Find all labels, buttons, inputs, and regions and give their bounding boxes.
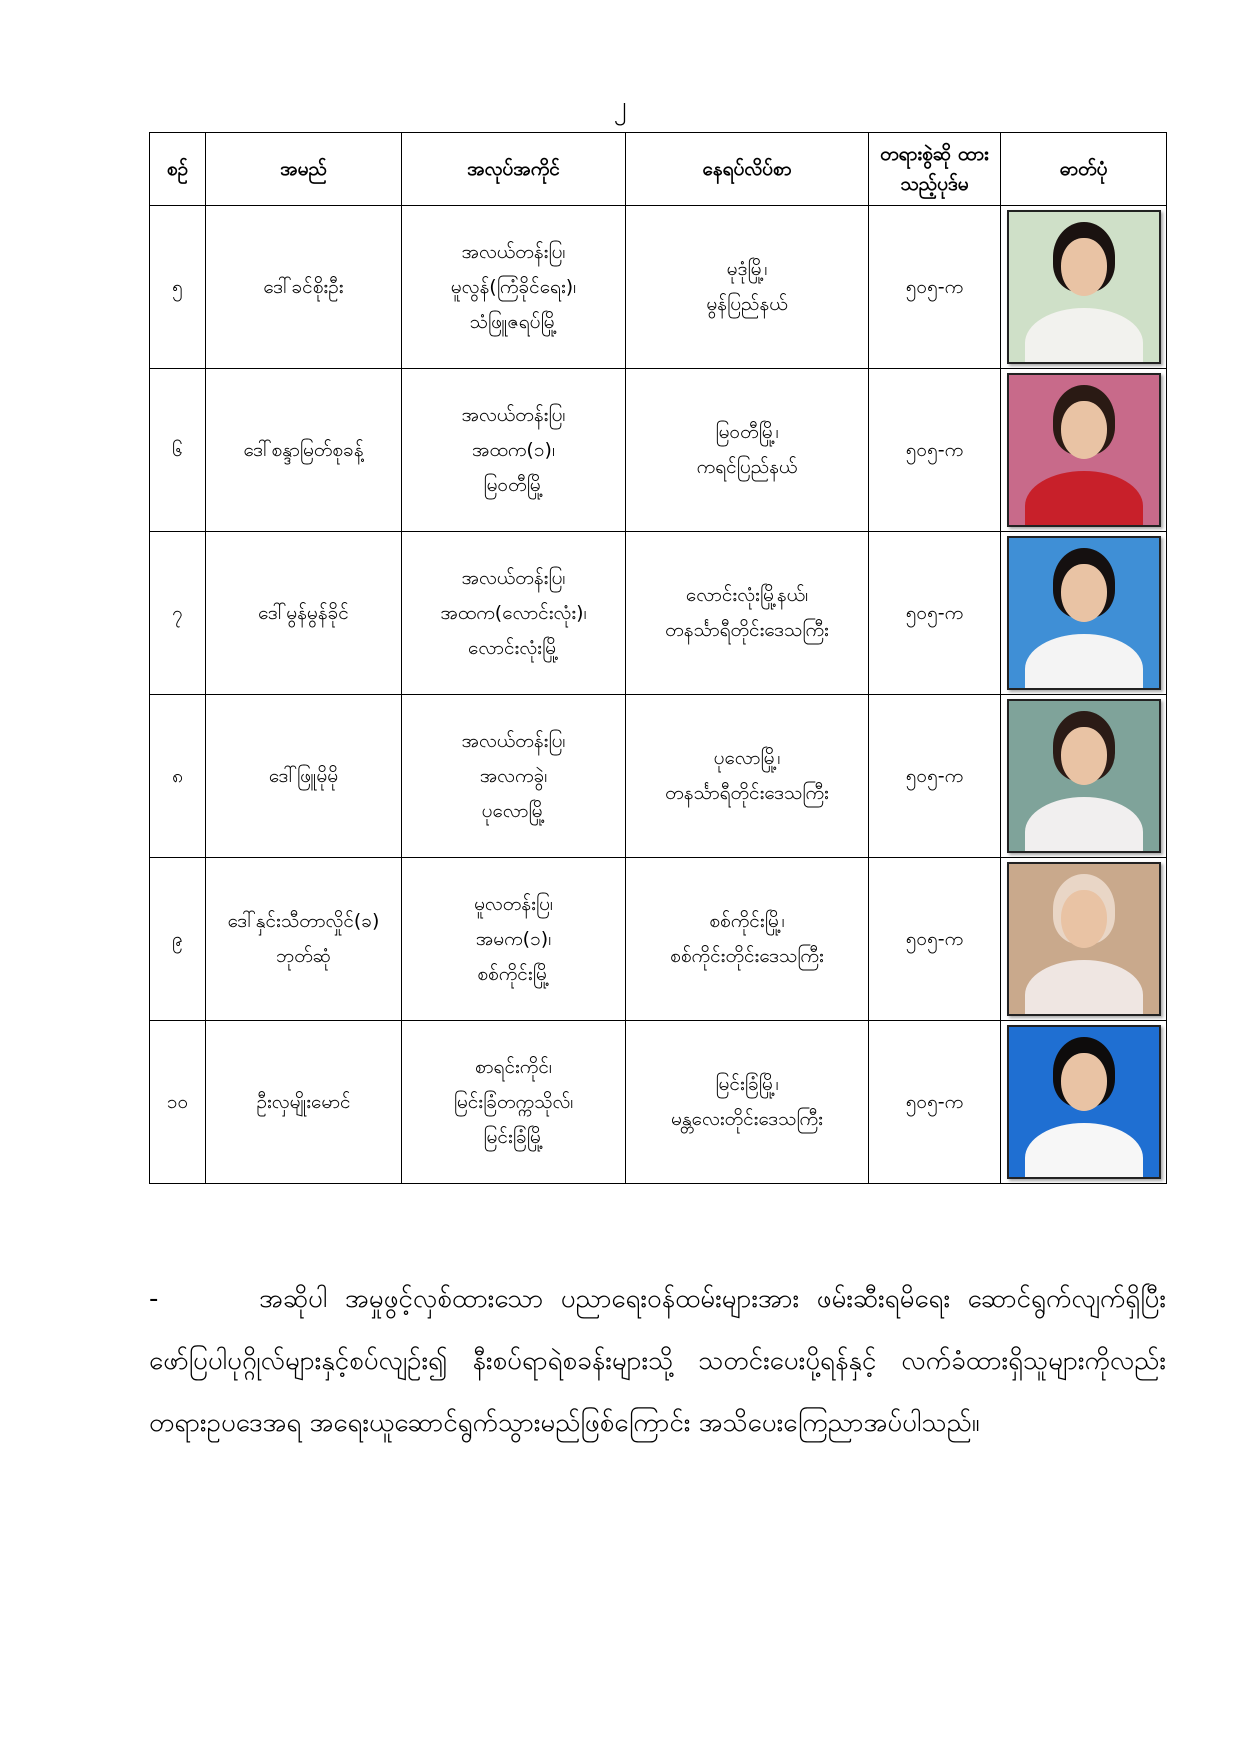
photo-face — [1061, 238, 1107, 296]
photo-cell — [1001, 695, 1167, 858]
section-cell: ၅၀၅-က — [869, 1021, 1001, 1184]
name-cell — [206, 206, 402, 369]
table-header-row — [150, 133, 1167, 206]
occupation-cell-line: မြင်းခြံမြို့ — [483, 1125, 544, 1148]
occupation-cell — [402, 858, 626, 1021]
address-cell-line: မြဝတီမြို့၊ — [715, 421, 779, 443]
header-address: နေရပ်လိပ်စာ — [626, 133, 869, 206]
portrait-photo — [1007, 1025, 1161, 1179]
address-cell — [626, 695, 869, 858]
address-cell-line: ပုလောမြို့၊ — [713, 747, 781, 769]
name-cell — [206, 532, 402, 695]
portrait-photo — [1007, 699, 1161, 853]
wanted-list-table — [149, 132, 1167, 1184]
page-number: ၂ — [613, 91, 627, 121]
name-cell-line: ဒေါ်ဖြူမိုမို — [268, 764, 339, 787]
header-name: အမည် — [206, 133, 402, 206]
serial-cell: ၈ — [150, 695, 206, 858]
address-cell-line: စစ်ကိုင်းတိုင်းဒေသကြီး — [670, 945, 824, 967]
serial-cell: ၇ — [150, 532, 206, 695]
notice-text: အဆိုပါ အမှုဖွင့်လှစ်ထားသော ပညာရေးဝန်ထမ်းများအား ဖမ်းဆီးရမိရေး ဆောင်ရွက်လျက်ရှိပြီး ဖော်ပြပါပုဂ္ဂိုလ်များနှင့်စပ်လျဉ်း၍ နီးစပ်ရာရဲစခန်းများသို့ သတင်းပေးပို့ရန်နှင့် လက်ခံထားရှိသူများကိုလည်း တရားဥပဒေအရ အရေးယူဆောင်ရွက်သွားမည်ဖြစ်ကြောင်း အသိပေးကြေညာအပ်ပါသည်။ — [149, 1284, 1166, 1438]
header-section: တရားစွဲဆို ထားသည့်ပုဒ်မ — [869, 133, 1001, 206]
address-cell-line: တနင်္သာရီတိုင်းဒေသကြီး — [665, 782, 829, 804]
occupation-cell-line: အမက(၁)၊ — [475, 927, 552, 950]
occupation-cell — [402, 369, 626, 532]
photo-face — [1061, 564, 1107, 622]
photo-cell — [1001, 532, 1167, 695]
address-cell — [626, 369, 869, 532]
name-cell — [206, 369, 402, 532]
address-cell-line: လောင်းလုံးမြို့နယ်၊ — [685, 584, 809, 606]
address-cell — [626, 206, 869, 369]
name-cell-line: ဒေါ်ခင်စိုးဦး — [263, 275, 344, 298]
occupation-cell-line: အလယ်တန်းပြ၊ — [461, 240, 566, 263]
table-row — [150, 532, 1167, 695]
occupation-cell-line: မြဝတီမြို့ — [483, 473, 544, 496]
notice-paragraph — [149, 1268, 1166, 1454]
header-photo: ဓာတ်ပုံ — [1001, 133, 1167, 206]
occupation-cell-line: ပုလောမြို့ — [481, 799, 546, 822]
name-cell-line: ဒေါ်မွန်မွန်ခိုင် — [258, 601, 349, 624]
name-cell — [206, 695, 402, 858]
address-cell — [626, 858, 869, 1021]
table-row — [150, 1021, 1167, 1184]
photo-cell — [1001, 369, 1167, 532]
serial-cell: ၆ — [150, 369, 206, 532]
section-cell: ၅၀၅-က — [869, 369, 1001, 532]
serial-cell: ၉ — [150, 858, 206, 1021]
section-cell: ၅၀၅-က — [869, 695, 1001, 858]
occupation-cell-line: အလယ်တန်းပြ၊ — [461, 566, 566, 589]
address-cell — [626, 1021, 869, 1184]
address-cell-line: မြင်းခြံမြို့၊ — [715, 1073, 779, 1095]
occupation-cell-line: စစ်ကိုင်းမြို့ — [477, 962, 550, 985]
photo-cell — [1001, 1021, 1167, 1184]
table-row — [150, 369, 1167, 532]
table-row — [150, 858, 1167, 1021]
occupation-cell — [402, 532, 626, 695]
address-cell-line: မုဒုံမြို့၊ — [726, 258, 768, 280]
header-serial: စဉ် — [150, 133, 206, 206]
occupation-cell — [402, 695, 626, 858]
address-cell — [626, 532, 869, 695]
occupation-cell — [402, 206, 626, 369]
name-cell-line: ဒေါ်နှင်းသီတာလှိုင်(ခ) — [227, 910, 380, 932]
table-body — [150, 206, 1167, 1184]
address-cell-line: ကရင်ပြည်နယ် — [696, 456, 798, 478]
header-occupation: အလုပ်အကိုင် — [402, 133, 626, 206]
occupation-cell-line: မူလွန်(ကြံခိုင်ရေး)၊ — [450, 275, 577, 298]
portrait-photo — [1007, 862, 1161, 1016]
photo-face — [1061, 727, 1107, 785]
section-cell: ၅၀၅-က — [869, 206, 1001, 369]
occupation-cell-line: စာရင်းကိုင်၊ — [475, 1055, 552, 1078]
occupation-cell-line: အထက(၁)၊ — [472, 438, 555, 461]
serial-cell: ၅ — [150, 206, 206, 369]
occupation-cell-line: မူလတန်းပြ၊ — [474, 892, 553, 915]
occupation-cell-line: လောင်းလုံးမြို့ — [468, 636, 559, 659]
name-cell — [206, 858, 402, 1021]
photo-cell — [1001, 858, 1167, 1021]
table-row — [150, 206, 1167, 369]
occupation-cell-line: သံဖြူဇရပ်မြို့ — [469, 310, 558, 333]
address-cell-line: တနင်္သာရီတိုင်းဒေသကြီး — [665, 619, 829, 641]
address-cell-line: မွန်ပြည်နယ် — [706, 293, 788, 315]
occupation-cell — [402, 1021, 626, 1184]
address-cell-line: စစ်ကိုင်းမြို့၊ — [709, 910, 785, 932]
occupation-cell-line: အလယ်တန်းပြ၊ — [461, 729, 566, 752]
portrait-photo — [1007, 536, 1161, 690]
notice-dash: - — [149, 1284, 159, 1314]
serial-cell: ၁၀ — [150, 1021, 206, 1184]
occupation-cell-line: အထက(လောင်းလုံး)၊ — [440, 601, 587, 624]
name-cell-line: ဒေါ်စန္ဒာမြတ်စုခန့် — [243, 438, 364, 461]
occupation-cell-line: အလယ်တန်းပြ၊ — [461, 403, 566, 426]
photo-face — [1061, 890, 1107, 948]
photo-face — [1061, 1053, 1107, 1111]
portrait-photo — [1007, 210, 1161, 364]
section-cell: ၅၀၅-က — [869, 858, 1001, 1021]
name-cell — [206, 1021, 402, 1184]
occupation-cell-line: မြင်းခြံတက္ကသိုလ်၊ — [453, 1090, 574, 1113]
photo-face — [1061, 401, 1107, 459]
name-cell-line: ဦးလှမျိုးမောင် — [256, 1090, 351, 1113]
portrait-photo — [1007, 373, 1161, 527]
occupation-cell-line: အလကခွဲ၊ — [479, 764, 548, 787]
name-cell-line: ဘုတ်ဆုံ — [275, 945, 332, 967]
photo-cell — [1001, 206, 1167, 369]
table-row — [150, 695, 1167, 858]
address-cell-line: မန္တလေးတိုင်းဒေသကြီး — [671, 1108, 823, 1130]
section-cell: ၅၀၅-က — [869, 532, 1001, 695]
